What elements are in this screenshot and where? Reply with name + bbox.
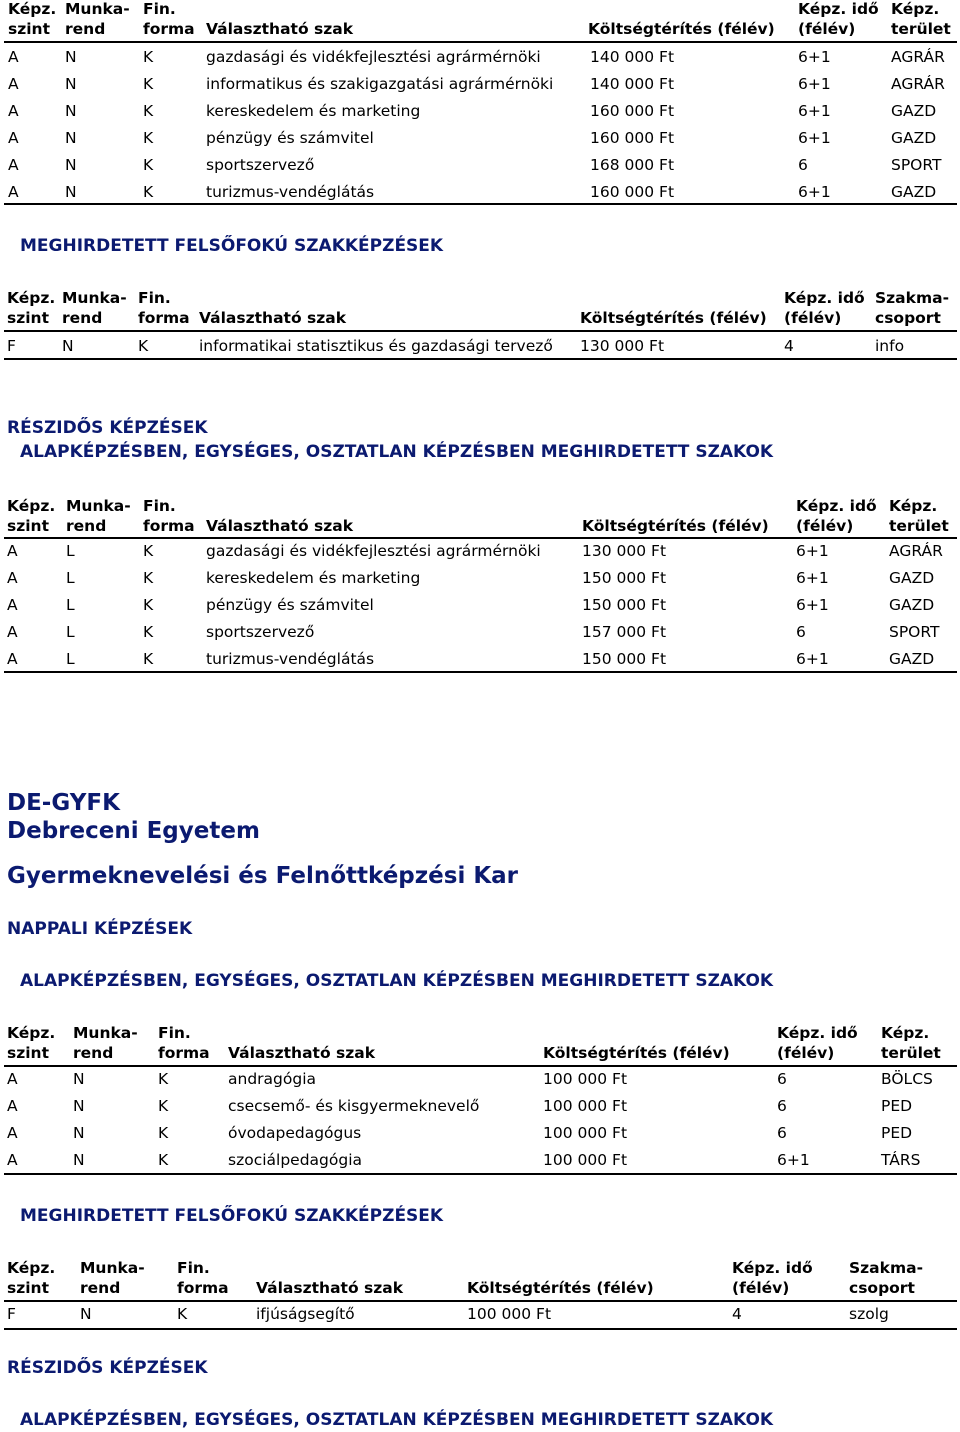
cell-kepz-ido: 6+1 xyxy=(777,1151,810,1169)
col-header-fin-forma: Fin. forma xyxy=(143,0,195,38)
cell-fin-forma: K xyxy=(143,569,154,587)
col-header-munkarend: Munka- rend xyxy=(80,1259,145,1297)
header-rule xyxy=(4,1300,957,1302)
table-row xyxy=(0,568,960,595)
cell-fin-forma: K xyxy=(177,1305,188,1323)
cell-koltsegterites: 140 000 Ft xyxy=(590,48,675,66)
cell-szak: sportszervező xyxy=(206,156,315,174)
table-5-block xyxy=(0,1257,960,1339)
cell-kepz-szint: A xyxy=(8,183,19,201)
col-header-munkarend: Munka- rend xyxy=(66,497,131,535)
cell-szak: csecsemő- és kisgyermeknevelő xyxy=(228,1097,480,1115)
cell-kepz-ido: 6 xyxy=(777,1097,787,1115)
cell-terulet: GAZD xyxy=(889,569,935,587)
cell-fin-forma: K xyxy=(158,1070,169,1088)
header-rule xyxy=(4,41,957,43)
cell-koltsegterites: 157 000 Ft xyxy=(582,623,667,641)
table-row xyxy=(0,1304,960,1331)
table-bottom-rule xyxy=(4,671,957,673)
col-header-kepz-terulet: Képz. terület xyxy=(889,497,949,535)
table-1-block xyxy=(0,0,960,205)
cell-szak: sportszervező xyxy=(206,623,315,641)
cell-kepz-ido: 6+1 xyxy=(796,542,829,560)
table-row xyxy=(0,155,960,182)
col-header-koltsegterites: Költségtérítés (félév) xyxy=(588,20,775,38)
cell-terulet: GAZD xyxy=(889,596,935,614)
cell-koltsegterites: 100 000 Ft xyxy=(467,1305,552,1323)
cell-munkarend: L xyxy=(66,623,75,641)
section-title-alapkepzes: ALAPKÉPZÉSBEN, EGYSÉGES, OSZTATLAN KÉPZÉSBEN MEGHIRDETETT SZAKOK xyxy=(20,971,774,991)
col-header-kepz-szint: Képz. szint xyxy=(7,497,56,535)
col-header-valaszthato-szak: Választható szak xyxy=(256,1279,404,1297)
cell-munkarend: N xyxy=(65,129,77,147)
cell-fin-forma: K xyxy=(158,1124,169,1142)
cell-koltsegterites: 150 000 Ft xyxy=(582,569,667,587)
cell-kepz-ido: 6+1 xyxy=(798,183,831,201)
cell-kepz-szint: A xyxy=(8,156,19,174)
cell-kepz-szint: A xyxy=(8,75,19,93)
col-header-fin-forma: Fin. forma xyxy=(138,289,190,327)
table-row xyxy=(0,622,960,649)
table-row xyxy=(0,74,960,101)
section-title-reszidos: RÉSZIDŐS KÉPZÉSEK xyxy=(7,418,208,438)
cell-szak: ifjúságsegítő xyxy=(256,1305,355,1323)
cell-munkarend: N xyxy=(65,183,77,201)
cell-munkarend: N xyxy=(73,1070,85,1088)
cell-szak: andragógia xyxy=(228,1070,316,1088)
cell-koltsegterites: 160 000 Ft xyxy=(590,129,675,147)
col-header-kepz-szint: Képz. szint xyxy=(8,0,57,38)
col-header-szakmacsoport: Szakma- csoport xyxy=(875,289,949,327)
cell-koltsegterites: 130 000 Ft xyxy=(582,542,667,560)
cell-munkarend: L xyxy=(66,569,75,587)
cell-munkarend: N xyxy=(65,75,77,93)
cell-fin-forma: K xyxy=(158,1151,169,1169)
col-header-koltsegterites: Költségtérítés (félév) xyxy=(467,1279,654,1297)
cell-terulet: TÁRS xyxy=(881,1151,921,1169)
cell-szak: informatikus és szakigazgatási agrármérnöki xyxy=(206,75,554,93)
cell-munkarend: N xyxy=(62,337,74,355)
cell-kepz-szint: A xyxy=(7,569,18,587)
cell-kepz-ido: 6 xyxy=(798,156,808,174)
cell-fin-forma: K xyxy=(143,650,154,668)
col-header-kepz-szint: Képz. szint xyxy=(7,1024,56,1062)
cell-kepz-szint: A xyxy=(8,48,19,66)
col-header-koltsegterites: Költségtérítés (félév) xyxy=(582,517,769,535)
cell-kepz-szint: A xyxy=(7,1097,18,1115)
col-header-valaszthato-szak: Választható szak xyxy=(199,309,347,327)
col-header-fin-forma: Fin. forma xyxy=(177,1259,229,1297)
cell-terulet: SPORT xyxy=(889,623,940,641)
institution-name: Debreceni Egyetem xyxy=(7,818,260,844)
cell-terulet: info xyxy=(875,337,905,355)
cell-munkarend: L xyxy=(66,542,75,560)
cell-munkarend: L xyxy=(66,650,75,668)
cell-munkarend: N xyxy=(65,102,77,120)
cell-terulet: GAZD xyxy=(891,129,937,147)
table-row xyxy=(0,541,960,568)
cell-koltsegterites: 160 000 Ft xyxy=(590,183,675,201)
cell-kepz-ido: 6 xyxy=(796,623,806,641)
col-header-munkarend: Munka- rend xyxy=(62,289,127,327)
cell-terulet: AGRÁR xyxy=(889,542,943,560)
col-header-fin-forma: Fin. forma xyxy=(143,497,195,535)
section-title-meghirdetett: MEGHIRDETETT FELSŐFOKÚ SZAKKÉPZÉSEK xyxy=(20,1206,444,1226)
cell-kepz-ido: 6+1 xyxy=(798,75,831,93)
cell-szak: gazdasági és vidékfejlesztési agrármérnöki xyxy=(206,542,541,560)
cell-kepz-ido: 6+1 xyxy=(796,650,829,668)
cell-koltsegterites: 100 000 Ft xyxy=(543,1070,628,1088)
cell-kepz-szint: A xyxy=(7,596,18,614)
col-header-koltsegterites: Költségtérítés (félév) xyxy=(580,309,767,327)
cell-terulet: AGRÁR xyxy=(891,75,945,93)
table-4-block xyxy=(0,1022,960,1177)
col-header-kepz-ido: Képz. idő (félév) xyxy=(798,0,879,38)
cell-fin-forma: K xyxy=(143,542,154,560)
cell-fin-forma: K xyxy=(143,48,154,66)
col-header-kepz-ido: Képz. idő (félév) xyxy=(784,289,865,327)
cell-szak: turizmus-vendéglátás xyxy=(206,183,375,201)
cell-szak: pénzügy és számvitel xyxy=(206,129,374,147)
cell-kepz-szint: A xyxy=(7,1070,18,1088)
cell-terulet: szolg xyxy=(849,1305,889,1323)
cell-kepz-szint: A xyxy=(7,542,18,560)
table-row xyxy=(0,128,960,155)
header-rule xyxy=(4,1065,957,1067)
cell-kepz-ido: 6+1 xyxy=(798,102,831,120)
table-3-block xyxy=(0,494,960,674)
cell-kepz-ido: 6+1 xyxy=(796,569,829,587)
col-header-kepz-ido: Képz. idő (félév) xyxy=(777,1024,858,1062)
cell-fin-forma: K xyxy=(143,183,154,201)
cell-kepz-ido: 6+1 xyxy=(798,129,831,147)
col-header-kepz-ido: Képz. idő (félév) xyxy=(732,1259,813,1297)
col-header-koltsegterites: Költségtérítés (félév) xyxy=(543,1044,730,1062)
table-row xyxy=(0,1123,960,1150)
col-header-valaszthato-szak: Választható szak xyxy=(206,20,354,38)
cell-fin-forma: K xyxy=(143,102,154,120)
col-header-valaszthato-szak: Választható szak xyxy=(206,517,354,535)
faculty-name: Gyermeknevelési és Felnőttképzési Kar xyxy=(7,863,519,889)
table-row xyxy=(0,595,960,622)
cell-koltsegterites: 100 000 Ft xyxy=(543,1124,628,1142)
header-rule xyxy=(4,330,957,332)
col-header-kepz-terulet: Képz. terület xyxy=(891,0,951,38)
cell-kepz-szint: A xyxy=(7,623,18,641)
cell-terulet: GAZD xyxy=(889,650,935,668)
cell-koltsegterites: 160 000 Ft xyxy=(590,102,675,120)
cell-kepz-ido: 6 xyxy=(777,1124,787,1142)
cell-szak: informatikai statisztikus és gazdasági tervező xyxy=(199,337,553,355)
section-title-meghirdetett: MEGHIRDETETT FELSŐFOKÚ SZAKKÉPZÉSEK xyxy=(20,236,444,256)
cell-fin-forma: K xyxy=(138,337,149,355)
cell-kepz-ido: 6 xyxy=(777,1070,787,1088)
cell-munkarend: N xyxy=(73,1097,85,1115)
cell-munkarend: N xyxy=(65,156,77,174)
cell-koltsegterites: 100 000 Ft xyxy=(543,1097,628,1115)
cell-kepz-ido: 4 xyxy=(732,1305,742,1323)
cell-koltsegterites: 168 000 Ft xyxy=(590,156,675,174)
cell-koltsegterites: 130 000 Ft xyxy=(580,337,665,355)
cell-munkarend: N xyxy=(80,1305,92,1323)
col-header-kepz-szint: Képz. szint xyxy=(7,289,56,327)
cell-terulet: PED xyxy=(881,1097,913,1115)
cell-kepz-ido: 6+1 xyxy=(798,48,831,66)
cell-munkarend: N xyxy=(65,48,77,66)
table-row xyxy=(0,1096,960,1123)
cell-fin-forma: K xyxy=(143,156,154,174)
cell-terulet: PED xyxy=(881,1124,913,1142)
cell-koltsegterites: 150 000 Ft xyxy=(582,650,667,668)
cell-terulet: AGRÁR xyxy=(891,48,945,66)
col-header-szakmacsoport: Szakma- csoport xyxy=(849,1259,923,1297)
col-header-munkarend: Munka- rend xyxy=(73,1024,138,1062)
table-bottom-rule xyxy=(4,358,957,360)
cell-kepz-szint: F xyxy=(7,337,16,355)
table-row xyxy=(0,47,960,74)
cell-szak: kereskedelem és marketing xyxy=(206,569,421,587)
header-rule xyxy=(4,537,957,539)
table-row xyxy=(0,101,960,128)
cell-szak: turizmus-vendéglátás xyxy=(206,650,375,668)
cell-szak: óvodapedagógus xyxy=(228,1124,362,1142)
col-header-munkarend: Munka- rend xyxy=(65,0,130,38)
cell-munkarend: N xyxy=(73,1124,85,1142)
cell-koltsegterites: 140 000 Ft xyxy=(590,75,675,93)
cell-fin-forma: K xyxy=(143,596,154,614)
institution-code: DE-GYFK xyxy=(7,790,120,816)
cell-munkarend: N xyxy=(73,1151,85,1169)
cell-szak: kereskedelem és marketing xyxy=(206,102,421,120)
cell-kepz-szint: A xyxy=(7,650,18,668)
cell-szak: szociálpedagógia xyxy=(228,1151,363,1169)
cell-kepz-szint: A xyxy=(7,1151,18,1169)
col-header-valaszthato-szak: Választható szak xyxy=(228,1044,376,1062)
col-header-kepz-szint: Képz. szint xyxy=(7,1259,56,1297)
cell-terulet: SPORT xyxy=(891,156,942,174)
cell-kepz-szint: A xyxy=(8,102,19,120)
section-title-alapkepzes: ALAPKÉPZÉSBEN, EGYSÉGES, OSZTATLAN KÉPZÉSBEN MEGHIRDETETT SZAKOK xyxy=(20,1410,774,1430)
cell-terulet: GAZD xyxy=(891,102,937,120)
cell-fin-forma: K xyxy=(158,1097,169,1115)
cell-terulet: GAZD xyxy=(891,183,937,201)
cell-fin-forma: K xyxy=(143,129,154,147)
cell-fin-forma: K xyxy=(143,623,154,641)
cell-koltsegterites: 100 000 Ft xyxy=(543,1151,628,1169)
cell-kepz-ido: 6+1 xyxy=(796,596,829,614)
cell-kepz-szint: A xyxy=(7,1124,18,1142)
table-2-block xyxy=(0,286,960,368)
cell-kepz-ido: 4 xyxy=(784,337,794,355)
cell-kepz-szint: A xyxy=(8,129,19,147)
cell-szak: gazdasági és vidékfejlesztési agrármérnöki xyxy=(206,48,541,66)
cell-munkarend: L xyxy=(66,596,75,614)
table-bottom-rule xyxy=(4,1328,957,1330)
section-title-reszidos: RÉSZIDŐS KÉPZÉSEK xyxy=(7,1358,208,1378)
section-title-alapkepzes: ALAPKÉPZÉSBEN, EGYSÉGES, OSZTATLAN KÉPZÉSBEN MEGHIRDETETT SZAKOK xyxy=(20,442,774,462)
col-header-kepz-ido: Képz. idő (félév) xyxy=(796,497,877,535)
cell-terulet: BÖLCS xyxy=(881,1070,933,1088)
cell-koltsegterites: 150 000 Ft xyxy=(582,596,667,614)
table-bottom-rule xyxy=(4,203,957,205)
col-header-fin-forma: Fin. forma xyxy=(158,1024,210,1062)
cell-szak: pénzügy és számvitel xyxy=(206,596,374,614)
section-title-nappali: NAPPALI KÉPZÉSEK xyxy=(7,919,193,939)
table-row xyxy=(0,1069,960,1096)
cell-fin-forma: K xyxy=(143,75,154,93)
table-bottom-rule xyxy=(4,1173,957,1175)
cell-kepz-szint: F xyxy=(7,1305,16,1323)
col-header-kepz-terulet: Képz. terület xyxy=(881,1024,941,1062)
